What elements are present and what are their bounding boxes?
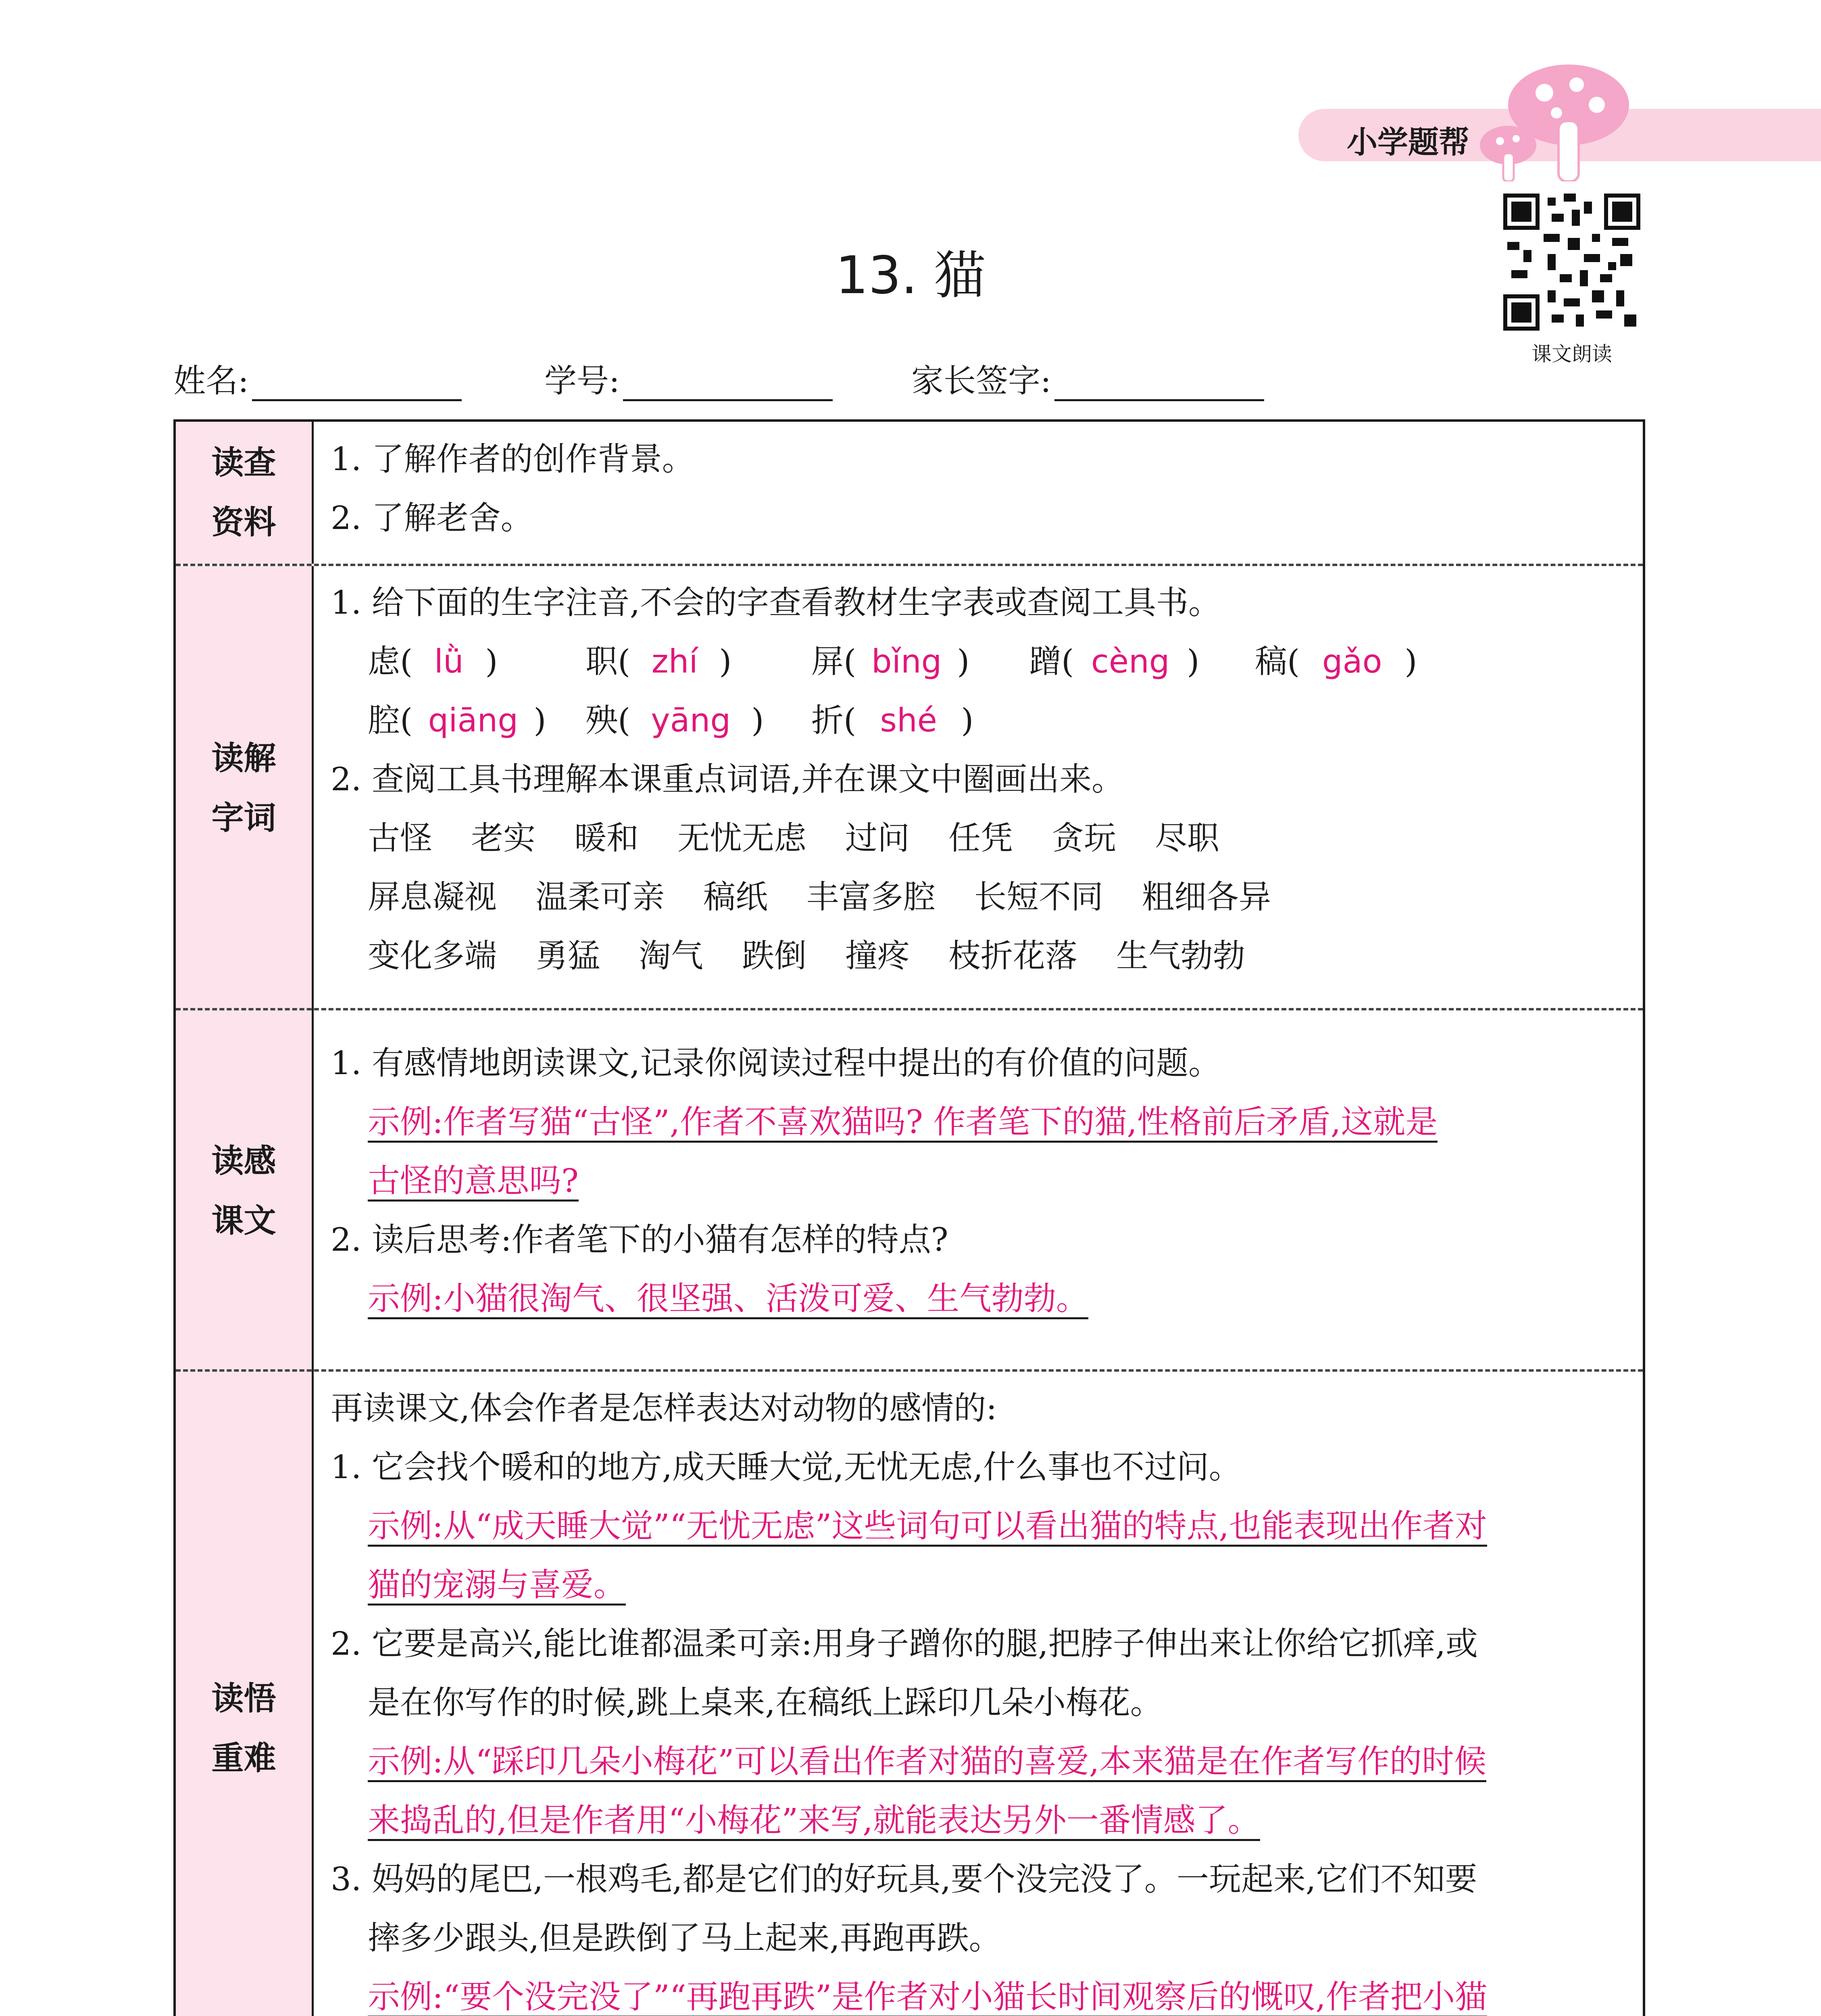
section-label: 读查 资料 (176, 422, 314, 564)
word-list: 变化多端 勇猛 淘气 跌倒 撞疼 枝折花落 生气勃勃 (368, 937, 1245, 975)
answer-text: 示例:从“成天睡大觉”“无忧无虑”这些词句可以看出猫的特点,也能表现出作者对 (368, 1504, 1487, 1548)
list-item: 1. 了解作者的创作背景。 (331, 440, 694, 478)
answer-text: 示例:小猫很淘气、很坚强、活泼可爱、生气勃勃。 (368, 1277, 1088, 1321)
section-label: 读感 课文 (176, 1010, 314, 1372)
answer-text: 猫的宠溺与喜爱。 (368, 1563, 626, 1607)
question-text: 1. 给下面的生字注音,不会的字查看教材生字表或查阅工具书。 (331, 584, 1221, 621)
preview-table (173, 419, 1645, 2016)
pinyin-row: 腔( qiāng ) 殃( yāng ) 折( shé ) (368, 702, 974, 739)
question-text: 2. 它要是高兴,能比谁都温柔可亲:用身子蹭你的腿,把脖子伸出来让你给它抓痒,或 (331, 1625, 1478, 1662)
question-text: 是在你写作的时候,跳上桌来,在稿纸上踩印几朵小梅花。 (368, 1684, 1163, 1721)
answer-text: 示例:作者写猫“古怪”,作者不喜欢猫吗? 作者笔下的猫,性格前后矛盾,这就是 (368, 1100, 1438, 1144)
word-list: 古怪 老实 暖和 无忧无虑 过问 任凭 贪玩 尽职 (368, 819, 1219, 857)
answer-text: 示例:“要个没完没了”“再跑再跌”是作者对小猫长时间观察后的慨叹,作者把小猫 (368, 1975, 1487, 2016)
brand-label: 小学题帮 (1347, 124, 1469, 160)
pinyin-row: 虑( lǜ ) 职( zhí ) 屏( bǐng ) 蹭( cèng ) 稿( gǎo ) (368, 643, 1417, 680)
page-title: 13. 猫 (835, 246, 986, 306)
qr-caption: 课文朗读 (1531, 342, 1612, 366)
answer-text: 古怪的意思吗? (368, 1159, 579, 1203)
parent-signature-field[interactable]: 家长签字: (911, 355, 1264, 401)
question-text: 2. 读后思考:作者笔下的小猫有怎样的特点? (331, 1221, 948, 1258)
question-text: 1. 有感情地朗读课文,记录你阅读过程中提出的有价值的问题。 (331, 1044, 1221, 1082)
question-text: 1. 它会找个暖和的地方,成天睡大觉,无忧无虑,什么事也不过问。 (331, 1448, 1242, 1486)
section-vocabulary (176, 564, 1643, 1010)
student-info (173, 355, 1645, 399)
student-number-field[interactable]: 学号: (544, 355, 833, 401)
section-research (176, 422, 1643, 564)
section-label: 读悟 重难 (176, 1372, 314, 2016)
answer-text: 来捣乱的,但是作者用“小梅花”来写,就能表达另外一番情感了。 (368, 1798, 1260, 1843)
answer-text: 示例:从“踩印几朵小梅花”可以看出作者对猫的喜爱,本来猫是在作者写作的时候 (368, 1739, 1486, 1784)
intro-text: 再读课文,体会作者是怎样表达对动物的感情的: (331, 1389, 997, 1427)
question-text: 3. 妈妈的尾巴,一根鸡毛,都是它们的好玩具,要个没完没了。一玩起来,它们不知要 (331, 1860, 1477, 1898)
section-key-points (176, 1369, 1643, 2016)
word-list: 屏息凝视 温柔可亲 稿纸 丰富多腔 长短不同 粗细各异 (368, 878, 1271, 916)
section-reading (176, 1008, 1643, 1372)
mushroom-icon (1460, 60, 1645, 181)
question-text: 摔多少跟头,但是跌倒了马上起来,再跑再跌。 (368, 1919, 1001, 1957)
list-item: 2. 了解老舍。 (331, 499, 533, 537)
section-label: 读解 字词 (176, 566, 314, 1010)
name-field[interactable]: 姓名: (173, 355, 462, 401)
question-text: 2. 查阅工具书理解本课重点词语,并在课文中圈画出来。 (331, 760, 1124, 798)
